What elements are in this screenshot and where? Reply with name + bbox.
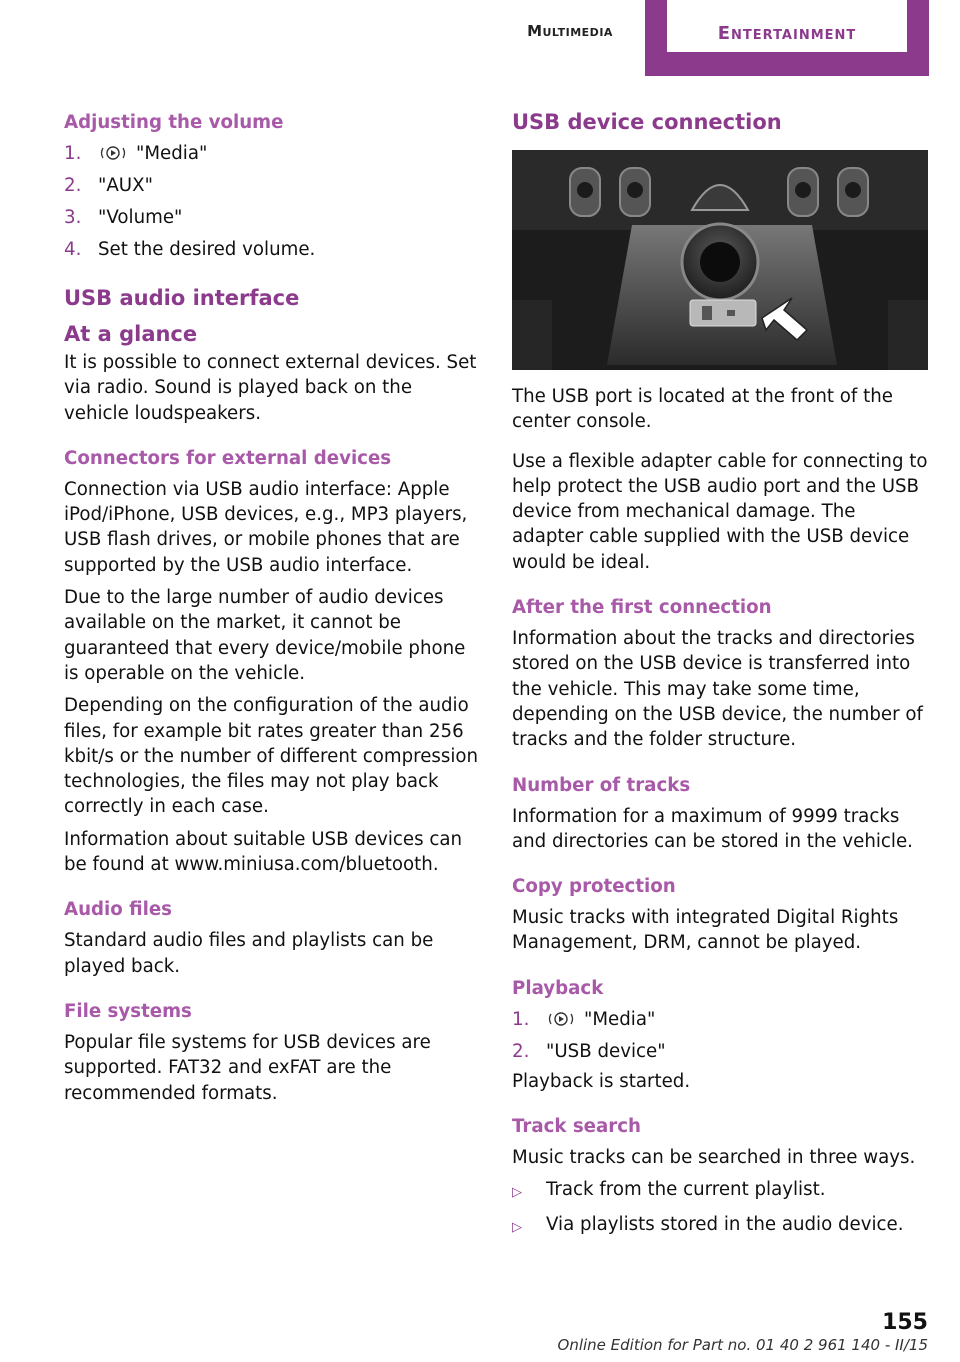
first-connection-heading: After the first connection (512, 597, 772, 619)
section-tab-multimedia: Multimedia (527, 22, 613, 40)
section-tab-entertainment-frame (645, 0, 929, 76)
media-icon (546, 1011, 576, 1027)
playback-started-text: Playback is started. (512, 1070, 691, 1092)
usb-audio-interface-heading: USB audio interface (64, 286, 300, 310)
list-item (512, 1212, 928, 1240)
bullet-triangle-icon: ▷ (512, 1220, 522, 1236)
copy-protection-text: Music tracks with integrated Digital Rights Management, DRM, cannot be played. (512, 907, 899, 954)
step-text: "AUX" (98, 175, 153, 196)
number-of-tracks-text: Information for a maximum of 9999 tracks and directories can be stored in the vehicle. (512, 805, 913, 852)
connectors-paragraph: Information about suitable USB devices can be found at www.miniusa.com/bluetooth. (64, 828, 463, 876)
left-column (64, 108, 480, 1113)
center-console-usb-photo (512, 150, 928, 370)
page-header (0, 0, 960, 80)
step-text: "Media" (584, 1008, 656, 1030)
adjusting-volume-heading: Adjusting the volume (64, 112, 284, 133)
track-search-text: Music tracks can be searched in three ways. (512, 1147, 916, 1169)
step-text: "Volume" (98, 207, 183, 228)
step-text: "Media" (136, 143, 208, 164)
bullet-triangle-icon: ▷ (512, 1185, 522, 1201)
at-a-glance-heading: At a glance (64, 322, 198, 346)
media-icon (98, 145, 128, 161)
first-connection-text: Information about the tracks and directories stored on the USB device is transferred into the vehicle. This may take some time, depending on the USB device, the number of tracks and the folder structure. (512, 628, 923, 751)
file-systems-text: Popular file systems for USB devices are supported. FAT32 and exFAT are the recommended formats. (64, 1031, 431, 1104)
step-text: "USB device" (546, 1040, 666, 1062)
step-number: 4. (64, 239, 82, 260)
at-a-glance-text: It is possible to connect external devices. Set via radio. Sound is played back on the vehicle loudspeakers. (64, 352, 477, 424)
connectors-paragraph: Due to the large number of audio devices available on the market, it cannot be guaranteed that every device/mobile phone is operable on the vehicle. (64, 587, 466, 684)
usb-port-caption: The USB port is located at the front of the center console. (512, 386, 893, 433)
list-item (64, 141, 480, 166)
audio-files-heading: Audio files (64, 899, 172, 921)
track-search-heading: Track search (512, 1116, 641, 1138)
adjusting-volume-steps (64, 141, 480, 262)
playback-steps (512, 1007, 928, 1064)
option-text: Via playlists stored in the audio device. (546, 1214, 904, 1236)
number-of-tracks-heading: Number of tracks (512, 774, 691, 796)
usb-device-connection-heading: USB device connection (512, 110, 782, 134)
connectors-heading: Connectors for external devices (64, 447, 392, 469)
list-item (512, 1039, 928, 1064)
step-number: 1. (64, 143, 82, 164)
page-number: 155 (882, 1310, 928, 1335)
copy-protection-heading: Copy protection (512, 876, 676, 898)
file-systems-heading: File systems (64, 1000, 192, 1022)
step-number: 3. (64, 207, 82, 228)
edition-footer: Online Edition for Part no. 01 40 2 961 140 - II/15 (557, 1336, 928, 1354)
list-item (64, 173, 480, 198)
list-item (64, 205, 480, 230)
step-number: 2. (64, 175, 82, 196)
step-text: Set the desired volume. (98, 239, 316, 260)
section-tab-entertainment: Entertainment (667, 0, 907, 52)
step-number: 1. (512, 1008, 530, 1030)
step-number: 2. (512, 1040, 530, 1062)
audio-files-text: Standard audio files and playlists can be played back. (64, 930, 434, 977)
list-item (512, 1177, 928, 1205)
connectors-paragraph: Depending on the configuration of the audio files, for example bit rates greater than 256 kbit/s or the number of different compression technologies, the files may not play back correctly in each case. (64, 695, 479, 818)
right-column (512, 108, 928, 1247)
playback-heading: Playback (512, 977, 604, 999)
option-text: Track from the current playlist. (546, 1179, 826, 1201)
track-search-options (512, 1177, 928, 1240)
list-item (64, 237, 480, 262)
adapter-cable-text: Use a flexible adapter cable for connecting to help protect the USB audio port and the USB device from mechanical damage. The adapter cable supplied with the USB device would be ideal. (512, 450, 928, 573)
list-item (512, 1007, 928, 1032)
connectors-paragraph: Connection via USB audio interface: Apple iPod/iPhone, USB devices, e.g., MP3 players, USB flash drives, or mobile phones that are supported by the USB audio interface. (64, 478, 468, 576)
